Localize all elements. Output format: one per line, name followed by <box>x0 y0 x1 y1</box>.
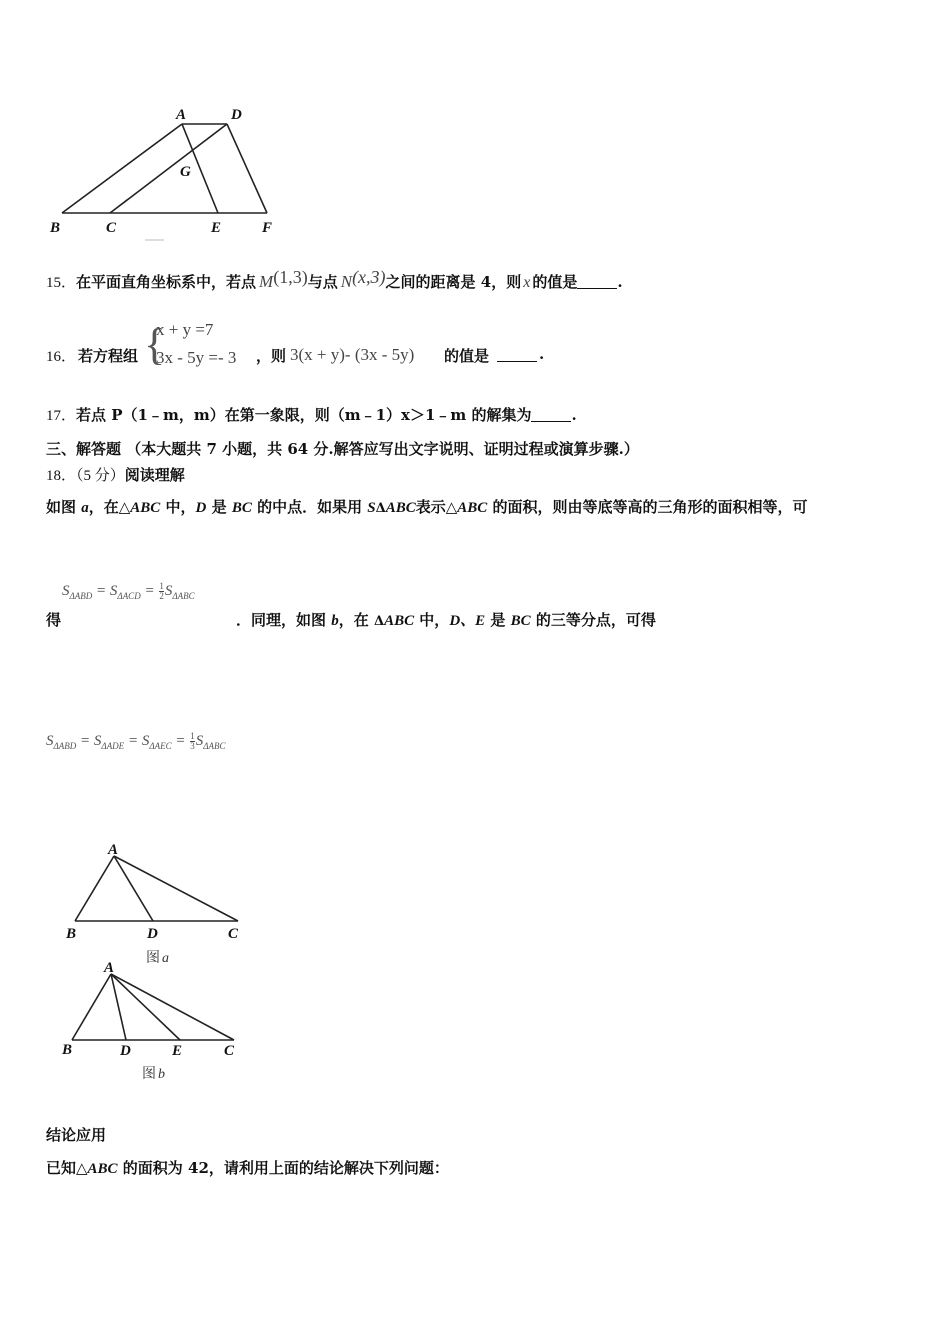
p1-text-3: 中， <box>160 498 196 516</box>
p2-text-5: 是 <box>485 611 511 629</box>
fig-a-caption: 图 <box>146 950 160 966</box>
label-g: G <box>180 164 191 180</box>
f1-den: 2 <box>159 591 164 601</box>
q15-var-x: x <box>523 274 531 291</box>
p1-bc: BC <box>231 500 252 516</box>
p1-abc: ABC <box>130 500 161 516</box>
f1-eq-2: = <box>144 582 155 599</box>
p1-fig-a: a <box>81 500 89 516</box>
q16-brace: { <box>144 320 166 369</box>
question-17 <box>46 404 577 425</box>
q16-expr: 3(x + y)- (3x - 5y) <box>290 345 415 364</box>
f2-sub-abc: ΔABC <box>203 740 226 751</box>
f2-s-2: S <box>93 732 102 749</box>
f2-fraction <box>190 732 195 751</box>
label-b: B <box>50 220 61 236</box>
p1-text-7: 的面积，则由等底等高的三角形的面积相等，可 <box>487 498 808 516</box>
fig-b-side-ab <box>72 974 111 1040</box>
f2-eq-3: = <box>175 732 186 749</box>
segment-ab <box>62 124 182 213</box>
p2-de: D、E <box>449 613 486 629</box>
f2-eq-2: = <box>127 732 139 749</box>
question-18-header <box>46 464 185 485</box>
p2-delta: Δ <box>373 614 385 629</box>
q16-text2: ，则 <box>256 347 287 365</box>
fig-b-segment-ad <box>111 974 126 1040</box>
p2-text-4: 中， <box>414 611 450 629</box>
fig-b-label-c: C <box>224 1043 235 1059</box>
p2-text-1: 得 <box>46 611 62 629</box>
q15-text3: 之间的距离是 4，则 <box>385 273 522 291</box>
fig-a-caption-letter: a <box>162 951 169 966</box>
q18-paragraph-2-rest <box>236 609 656 630</box>
q16-answer-blank <box>497 347 537 362</box>
q17-answer-blank <box>531 407 571 422</box>
section-3-heading: 三、解答题 （本大题共 7 小题，共 64 分.解答应写出文字说明、证明过程或演算步骤.） <box>46 440 639 458</box>
p2-abc: ABC <box>384 613 415 629</box>
p2-text-2: ．同理，如图 <box>236 611 332 629</box>
q18-number: 18． <box>46 468 77 484</box>
q15-point-m: M <box>259 272 274 291</box>
f1-sub-acd: ΔACD <box>117 590 141 601</box>
label-c: C <box>106 220 117 236</box>
fig-b-label-b: B <box>62 1042 73 1058</box>
q15-answer-blank <box>577 274 617 289</box>
p1-text-4: 是 <box>206 498 232 516</box>
q18-paragraph-1: 如图 a，在△ABC 中，D 是 BC 的中点．如果用 SΔABC表示△ABC 的面积，则由等底等高的三角形的面积相等，可 <box>46 498 808 516</box>
fig-a-label-b: B <box>66 926 77 942</box>
fig-b-label-d: D <box>120 1043 131 1059</box>
p2-bc: BC <box>510 613 531 629</box>
conclusion-abc: ABC <box>87 1161 118 1177</box>
q15-text4: 的值是 <box>532 273 578 291</box>
fig-b-side-ac <box>111 974 234 1040</box>
p1-text-1: 如图 <box>46 498 82 516</box>
fig-b-segment-ae <box>111 974 180 1040</box>
conclusion-title: 结论应用 <box>46 1126 107 1144</box>
f2-num: 1 <box>190 731 195 741</box>
label-e: E <box>211 220 222 236</box>
f2-den: 3 <box>190 741 195 751</box>
p2-text-3: ，在 <box>338 611 374 629</box>
f2-s-3: S <box>141 732 150 749</box>
q15-end: . <box>617 273 623 291</box>
segment-dc <box>110 124 227 213</box>
p1-abc-3: ABC <box>457 500 488 516</box>
p2-fig-b: b <box>331 613 339 629</box>
f1-s-3: S <box>164 582 173 599</box>
fig-a-label-c: C <box>228 926 239 942</box>
f2-sub-ade: ΔADE <box>101 740 125 751</box>
f2-sub-aec: ΔAEC <box>149 740 172 751</box>
p1-text-2: ，在△ <box>88 498 131 516</box>
p1-text-6: 表示△ <box>415 498 458 516</box>
conclusion-text-1: 已知△ <box>46 1159 88 1177</box>
f1-num: 1 <box>159 581 164 591</box>
q17-end: . <box>571 406 577 424</box>
fig-b-label-a: A <box>104 960 115 976</box>
label-d: D <box>231 107 242 123</box>
q17-number: 17． <box>46 408 77 424</box>
p1-s: S <box>367 500 376 516</box>
q18-paragraph-2 <box>46 609 61 630</box>
q17-text: 若点 P（1﹣m，m）在第一象限，则（m﹣1）x＞1﹣m 的解集为 <box>76 406 532 424</box>
q16-eq1: x + y =7 <box>156 320 214 339</box>
q15-text1: 在平面直角坐标系中，若点 <box>76 273 257 291</box>
label-f: F <box>262 220 273 236</box>
q16-text1: 若方程组 <box>78 347 139 365</box>
q15-point-n-coords: (x,3) <box>352 267 386 287</box>
q16-eq2: 3x - 5y =- 3 <box>156 348 237 367</box>
p1-d: D <box>195 500 207 516</box>
p2-text-6: 的三等分点，可得 <box>530 611 656 629</box>
trapezoid-figure <box>40 100 290 250</box>
fig-a-label-d: D <box>147 926 158 942</box>
segment-df <box>227 124 267 213</box>
f1-eq-1: = <box>96 582 107 599</box>
fig-b-caption-letter: b <box>158 1067 165 1082</box>
q15-point-n: N <box>340 272 353 291</box>
q15-point-m-coords: (1,3) <box>273 267 308 287</box>
f2-eq-1: = <box>80 732 91 749</box>
f2-s-1: S <box>46 732 54 749</box>
fig-b-label-e: E <box>172 1043 183 1059</box>
f1-sub-abc: ΔABC <box>172 590 195 601</box>
q16-end: . <box>539 345 545 363</box>
p1-text-5: 的中点．如果用 <box>251 498 368 516</box>
conclusion-text <box>46 1157 449 1178</box>
figure-b <box>56 954 256 1088</box>
question-15 <box>46 262 623 298</box>
q16-number: 16． <box>46 349 77 365</box>
figure-a <box>60 836 260 970</box>
label-a: A <box>176 107 187 123</box>
f1-s-1: S <box>62 582 70 599</box>
p1-abc-2: ABC <box>385 500 416 516</box>
formula-2 <box>46 732 226 751</box>
formula-1 <box>62 582 195 601</box>
q15-text2: 与点 <box>307 273 338 291</box>
f1-fraction <box>159 582 164 601</box>
q16-text3: 的值是 <box>444 347 490 365</box>
f2-sub-abd: ΔABD <box>53 740 77 751</box>
conclusion-text-2: 的面积为 42，请利用上面的结论解决下列问题： <box>117 1159 449 1177</box>
q18-title: 阅读理解 <box>124 466 185 484</box>
fig-a-side-ab <box>75 856 114 921</box>
fig-a-label-a: A <box>108 842 119 858</box>
f1-sub-abd: ΔABD <box>69 590 93 601</box>
fig-b-caption: 图 <box>142 1066 156 1082</box>
f1-s-2: S <box>109 582 118 599</box>
q15-number: 15． <box>46 275 77 291</box>
f2-s-4: S <box>195 732 204 749</box>
q18-score: （5 分） <box>76 468 125 484</box>
